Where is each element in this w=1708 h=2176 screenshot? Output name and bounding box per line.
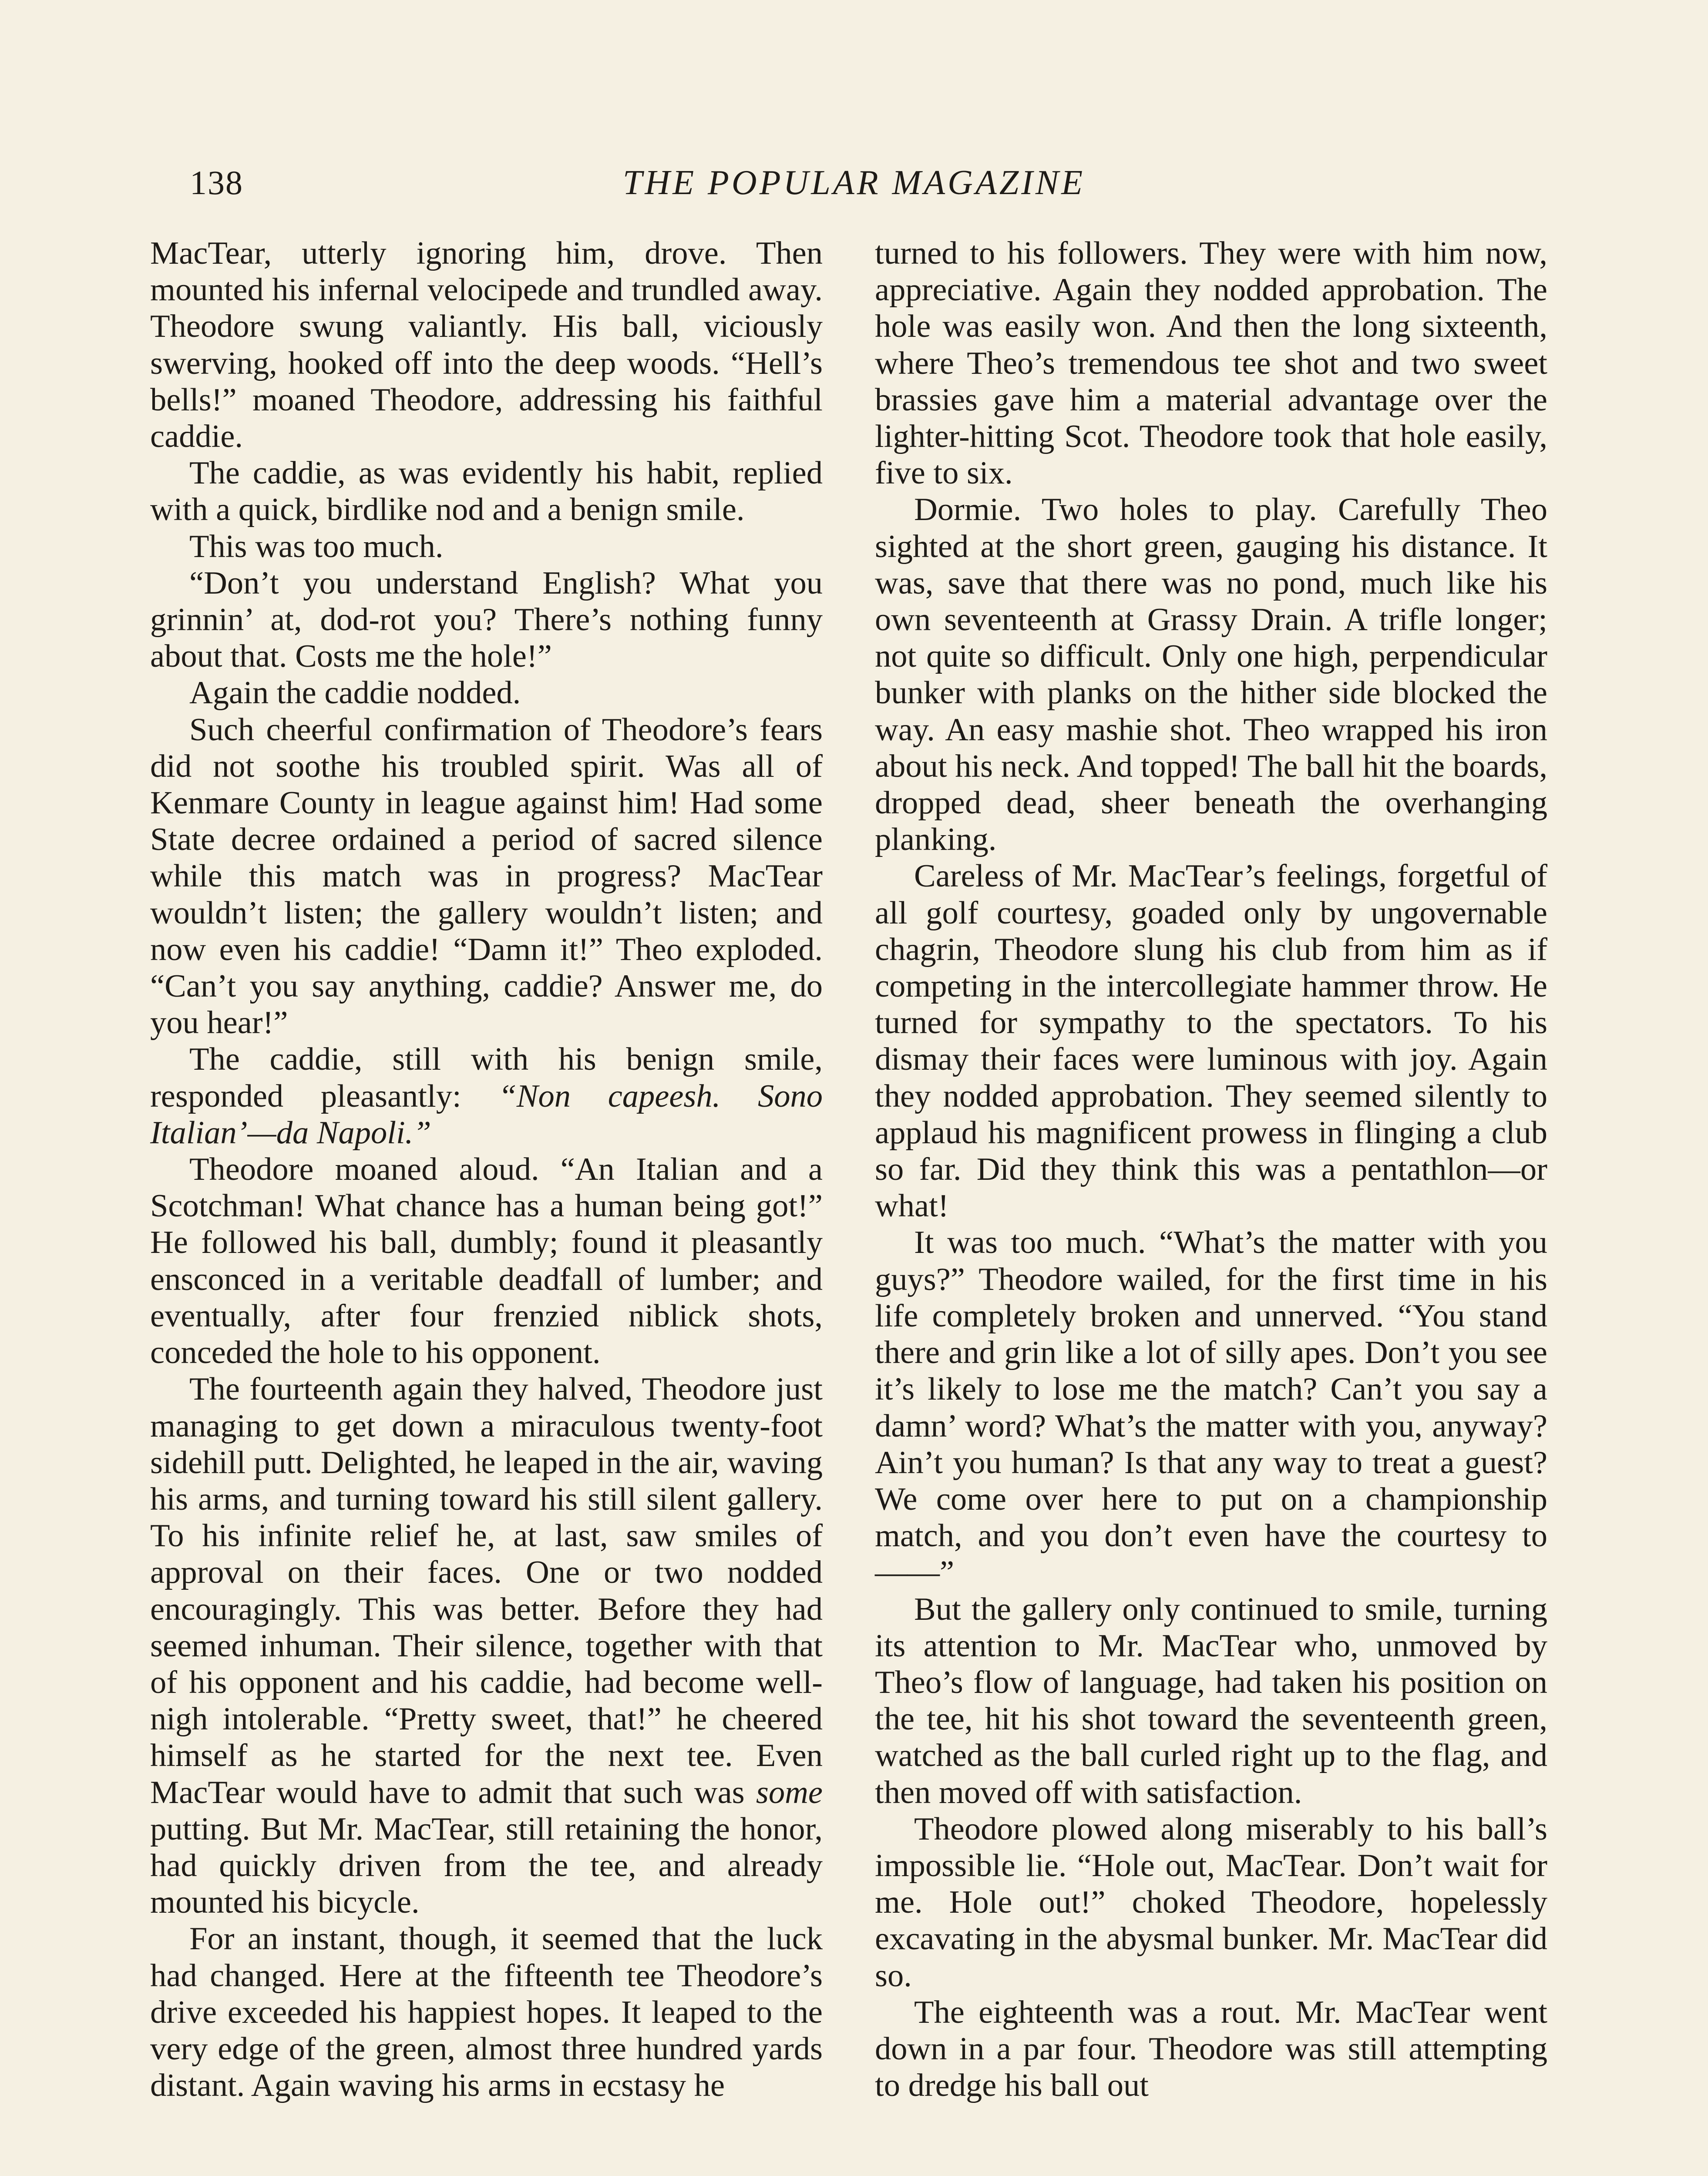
paragraph [875, 491, 1547, 858]
text-run: It was too much. “What’s the matter with you guys?” Theodore wailed, for the first time in his life completely broken and unnerved. “You stand there and grin like a lot of silly apes. Don’t you see it’s likely to lose me the match? Can’t you say a damn’ word? What’s the matter with you, anyway? Ain’t you human? Is that any way to treat a guest? We come over here to put on a championship match, and you don’t even have the courtesy to——” [875, 1225, 1547, 1591]
italic-text: some [756, 1774, 823, 1810]
paragraph [150, 1151, 823, 1371]
page-header [190, 163, 1518, 211]
text-run: Again the caddie nodded. [189, 675, 521, 711]
left-column [150, 235, 823, 2104]
text-run: Theodore plowed along miserably to his ball’s impossible lie. “Hole out, MacTear. Don’t wait for me. Hole out!” choked Theodore, hopelessly excavating in the abysmal bunker. Mr. MacTear did so. [875, 1811, 1547, 1994]
text-run: Careless of Mr. MacTear’s feelings, forgetful of all golf courtesy, goaded only by ungovernable chagrin, Theodore slung his club from him as if competing in the intercollegiate hammer throw. He turned for sympathy to the spectators. To his dismay their faces were luminous with joy. Again they nodded approbation. They seemed silently to applaud his magnificent prowess in flinging a club so far. Did they think this was a pentathlon—or what! [875, 858, 1547, 1224]
paragraph [150, 1041, 823, 1151]
paragraph [150, 675, 823, 711]
text-run: Theodore moaned aloud. “An Italian and a Scotchman! What chance has a human being got!” He followed his ball, dumbly; found it pleasantly ensconced in a veritable deadfall of lumber; and eventually, after four frenzied niblick shots, conceded the hole to his opponent. [150, 1152, 823, 1371]
text-run: turned to his followers. They were with him now, appreciative. Again they nodded approbation. The hole was easily won. And then the long sixteenth, where Theo’s tremendous tee shot and two sweet brassies gave him a material advantage over the lighter-hitting Scot. Theodore took that hole easily, five to six. [875, 235, 1547, 491]
text-run: For an instant, though, it seemed that the luck had changed. Here at the fifteenth tee Theodore’s drive exceeded his happiest hopes. It leaped to the very edge of the green, almost three hundred yards distant. Again waving his arms in ecstasy he [150, 1921, 823, 2104]
paragraph [875, 1811, 1547, 1994]
text-run: This was too much. [189, 528, 444, 564]
text-run: putting. But Mr. MacTear, still retaining the honor, had quickly driven from the tee, and already mounted his bicycle. [150, 1811, 823, 1921]
paragraph [150, 1921, 823, 2104]
paragraph [150, 565, 823, 675]
text-run: MacTear, utterly ignoring him, drove. Then mounted his infernal velocipede and trundled away. Theodore swung valiantly. His ball, viciously swerving, hooked off into the deep woods. “Hell’s bells!” moaned Theodore, addressing his faithful caddie. [150, 235, 823, 455]
running-head: THE POPULAR MAGAZINE [622, 164, 1086, 202]
paragraph [875, 235, 1547, 491]
text-run: The caddie, still with his benign smile, responded pleasantly: [150, 1041, 823, 1114]
paragraph [150, 712, 823, 1041]
text-run: The eighteenth was a rout. Mr. MacTear went down in a par four. Theodore was still attempting to dredge his ball out [875, 1994, 1547, 2104]
page-number: 138 [190, 164, 243, 201]
paragraph [875, 1224, 1547, 1591]
text-run: “Don’t you understand English? What you grinnin’ at, dod-rot you? There’s nothing funny about that. Costs me the hole!” [150, 565, 823, 675]
paragraph [150, 528, 823, 565]
text-run: The fourteenth again they halved, Theodore just managing to get down a miraculous twenty-foot sidehill putt. Delighted, he leaped in the air, waving his arms, and turning toward his still silent gallery. To his infinite relief he, at last, saw smiles of approval on their faces. One or two nodded encouragingly. This was better. Before they had seemed inhuman. Their silence, together with that of his opponent and his caddie, had become well-nigh intolerable. “Pretty sweet, that!” he cheered himself as he started for the next tee. Even MacTear would have to admit that such was [150, 1371, 823, 1810]
paragraph [150, 1371, 823, 1921]
text-run: But the gallery only continued to smile, turning its attention to Mr. MacTear who, unmoved by Theo’s flow of language, had taken his position on the tee, hit his shot toward the seventeenth green, watched as the ball curled right up to the flag, and then moved off with satisfaction. [875, 1591, 1547, 1810]
italic-text: “Non capeesh. Sono Italian’—da Napoli.” [150, 1078, 823, 1151]
text-run: Such cheerful confirmation of Theodore’s fears did not soothe his troubled spirit. Was all of Kenmare County in league against him! Had some State decree ordained a period of sacred silence while this match was in progress? MacTear wouldn’t listen; the gallery wouldn’t listen; and now even his caddie! “Damn it!” Theo exploded. “Can’t you say anything, caddie? Answer me, do you hear!” [150, 712, 823, 1041]
paragraph [150, 235, 823, 455]
right-column [875, 235, 1547, 2104]
paragraph [875, 1994, 1547, 2104]
text-run: The caddie, as was evidently his habit, replied with a quick, birdlike nod and a benign smile. [150, 455, 823, 528]
paragraph [875, 858, 1547, 1224]
paragraph [875, 1591, 1547, 1811]
text-run: Dormie. Two holes to play. Carefully Theo sighted at the short green, gauging his distance. It was, save that there was no pond, much like his own seventeenth at Grassy Drain. A trifle longer; not quite so difficult. Only one high, perpendicular bunker with planks on the hither side blocked the way. An easy mashie shot. Theo wrapped his iron about his neck. And topped! The ball hit the boards, dropped dead, sheer beneath the overhanging planking. [875, 492, 1547, 858]
paragraph [150, 455, 823, 528]
